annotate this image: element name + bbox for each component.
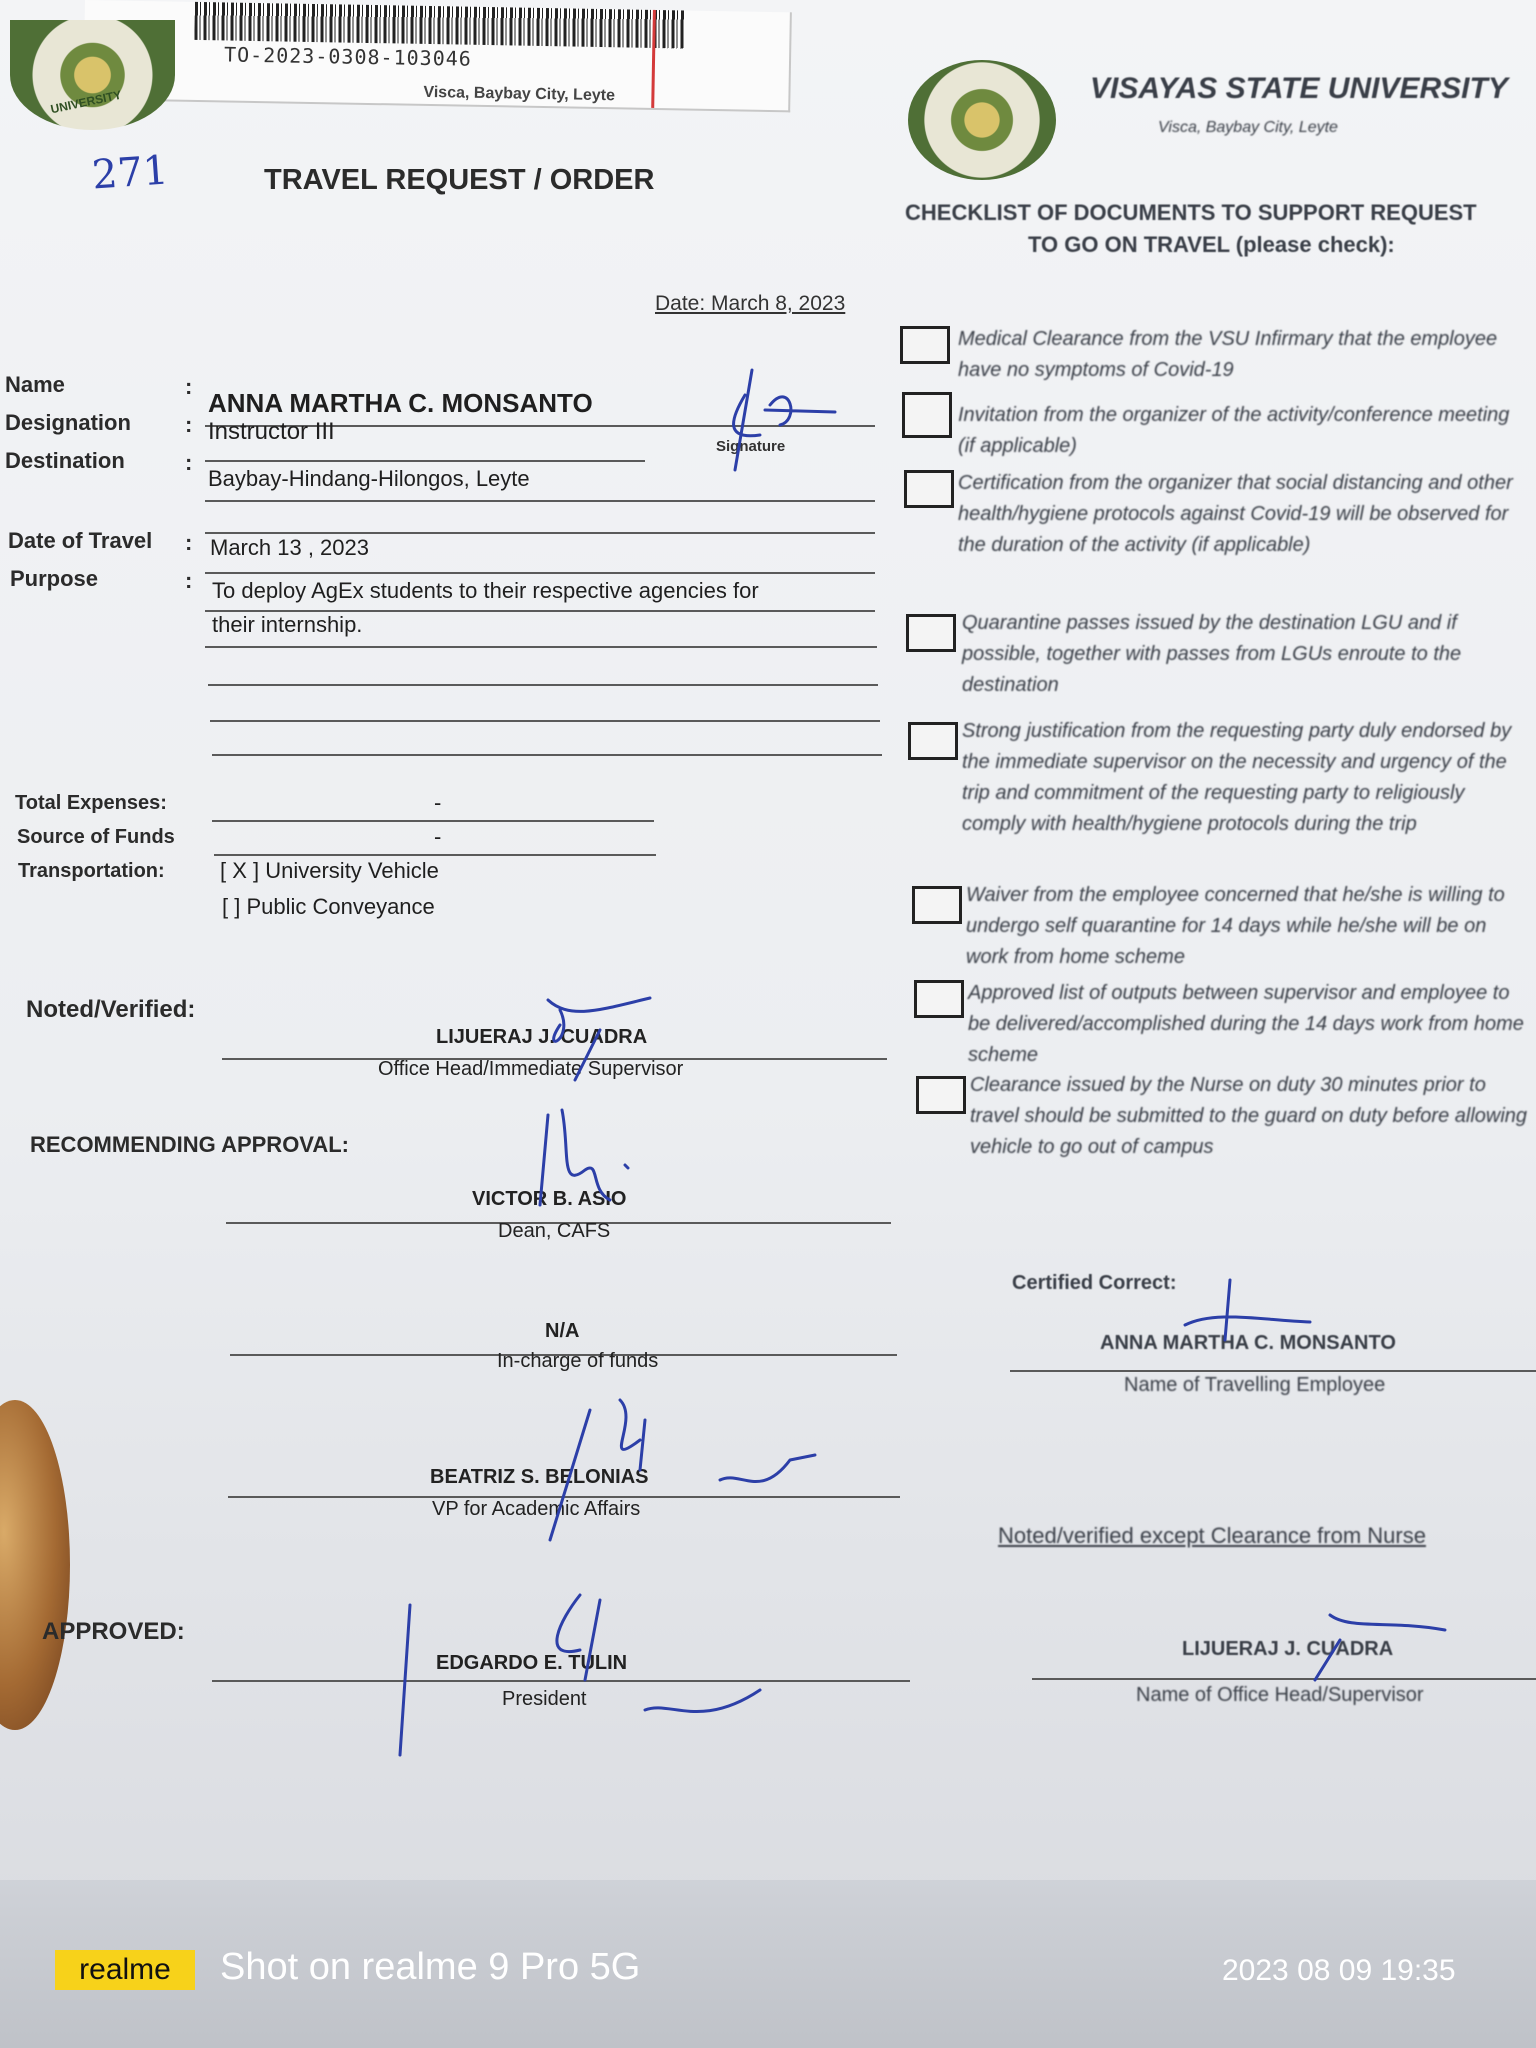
recommending-approval-label: RECOMMENDING APPROVAL:	[30, 1132, 349, 1157]
checklist-item-7: Approved list of outputs between supervisor and employee to be delivered/accomplished during the 14 days work from home scheme	[968, 982, 1524, 1066]
noted-except-text: Noted/verified except Clearance from Nurse	[998, 1523, 1426, 1548]
signature-employee	[1185, 1280, 1310, 1340]
president-name: EDGARDO E. TULIN	[436, 1652, 628, 1674]
checklist-heading-1: CHECKLIST OF DOCUMENTS TO SUPPORT REQUEST	[905, 200, 1477, 225]
transportation-label: Transportation:	[18, 860, 165, 882]
signature-label: Signature	[716, 438, 786, 455]
designation-colon: :	[185, 412, 193, 437]
destination-colon: :	[185, 450, 193, 475]
checklist-item-2: Invitation from the organizer of the activity/conference meeting (if applicable)	[958, 404, 1510, 457]
checklist-heading-2: TO GO ON TRAVEL (please check):	[1028, 232, 1395, 257]
employee-caption: Name of Travelling Employee	[1124, 1374, 1386, 1396]
signature-supervisor	[548, 998, 650, 1080]
certified-correct-label: Certified Correct:	[1012, 1272, 1177, 1294]
form-title: TRAVEL REQUEST / ORDER	[264, 164, 655, 196]
transport-university-vehicle: [ X ] University Vehicle	[220, 858, 439, 883]
total-expenses-value: -	[434, 790, 442, 815]
source-of-funds-label: Source of Funds	[17, 826, 175, 848]
destination-value: Baybay-Hindang-Hilongos, Leyte	[208, 466, 530, 491]
source-of-funds-value: -	[434, 824, 442, 849]
transport-public-conveyance: [ ] Public Conveyance	[222, 894, 435, 919]
checklist-item-1: Medical Clearance from the VSU Infirmary that the employee have no symptoms of Covid-19	[958, 328, 1498, 381]
purpose-label: Purpose	[10, 566, 99, 591]
signature-supervisor-right	[1315, 1615, 1445, 1680]
slip-address: Visca, Baybay City, Leyte	[423, 83, 616, 105]
signature-dean	[540, 1110, 628, 1205]
noted-title: Office Head/Immediate Supervisor	[378, 1058, 684, 1080]
designation-label: Designation	[5, 410, 131, 435]
funds-name: N/A	[545, 1320, 580, 1342]
photo-timestamp: 2023 08 09 19:35	[1222, 1954, 1456, 1987]
employee-name: ANNA MARTHA C. MONSANTO	[1100, 1332, 1396, 1354]
purpose-line-1: To deploy AgEx students to their respective agencies for	[212, 578, 759, 603]
handwritten-number: 271	[90, 147, 170, 199]
noted-verified-label: Noted/Verified:	[26, 996, 196, 1023]
seal-left-text: UNIVERSITY	[49, 87, 123, 117]
reference-number: TO-2023-0308-103046	[223, 42, 473, 71]
destination-label: Destination	[5, 448, 125, 473]
signature-applicant	[734, 370, 835, 470]
designation-value: Instructor III	[208, 418, 335, 445]
purpose-colon: :	[185, 568, 193, 593]
university-address: Visca, Baybay City, Leyte	[1158, 119, 1338, 136]
vp-title: VP for Academic Affairs	[432, 1498, 641, 1520]
university-name: VISAYAS STATE UNIVERSITY	[1090, 72, 1508, 105]
signature-president	[400, 1595, 760, 1755]
form-date: Date: March 8, 2023	[655, 292, 846, 315]
president-title: President	[502, 1688, 587, 1710]
supervisor-caption: Name of Office Head/Supervisor	[1136, 1684, 1424, 1706]
funds-title: In-charge of funds	[497, 1350, 659, 1372]
noted-name: LIJUERAJ J. CUADRA	[436, 1026, 648, 1048]
date-of-travel-label: Date of Travel	[8, 528, 153, 553]
checklist-item-5: Strong justification from the requesting party duly endorsed by the immediate supervisor on the necessity and urgency of the trip and commitment of the requesting party to religiously comply with health/hygiene protocols during the trip	[962, 720, 1512, 835]
checklist-item-3: Certification from the organizer that social distancing and other health/hygiene protocols against Covid-19 will be observed for the duration of the activity (if applicable)	[958, 472, 1513, 556]
name-colon: :	[185, 374, 193, 399]
camera-brand-badge: realme	[55, 1950, 195, 1990]
checklist-item-4: Quarantine passes issued by the destination LGU and if possible, together with passes from LGUs enroute to the destination	[962, 612, 1462, 696]
checklist-item-8: Clearance issued by the Nurse on duty 30 minutes prior to travel should be submitted to the guard on duty before allowing vehicle to go out of campus	[970, 1074, 1528, 1158]
date-of-travel-value: March 13 , 2023	[210, 535, 369, 560]
supervisor-name: LIJUERAJ J. CUADRA	[1182, 1638, 1394, 1660]
purpose-line-2: their internship.	[212, 612, 363, 637]
approved-label: APPROVED:	[42, 1618, 185, 1645]
dean-name: VICTOR B. ASIO	[472, 1188, 627, 1210]
name-label: Name	[5, 372, 65, 397]
dean-title: Dean, CAFS	[498, 1220, 611, 1242]
total-expenses-label: Total Expenses:	[15, 792, 167, 814]
vp-name: BEATRIZ S. BELONIAS	[430, 1466, 649, 1488]
signature-vp	[550, 1400, 815, 1540]
camera-model-watermark: Shot on realme 9 Pro 5G	[220, 1946, 641, 1988]
name-value: ANNA MARTHA C. MONSANTO	[208, 388, 593, 418]
checklist-item-6: Waiver from the employee concerned that he/she is willing to undergo self quarantine for 14 days while he/she will be on work from home scheme	[966, 884, 1505, 968]
date-of-travel-colon: :	[185, 530, 193, 555]
